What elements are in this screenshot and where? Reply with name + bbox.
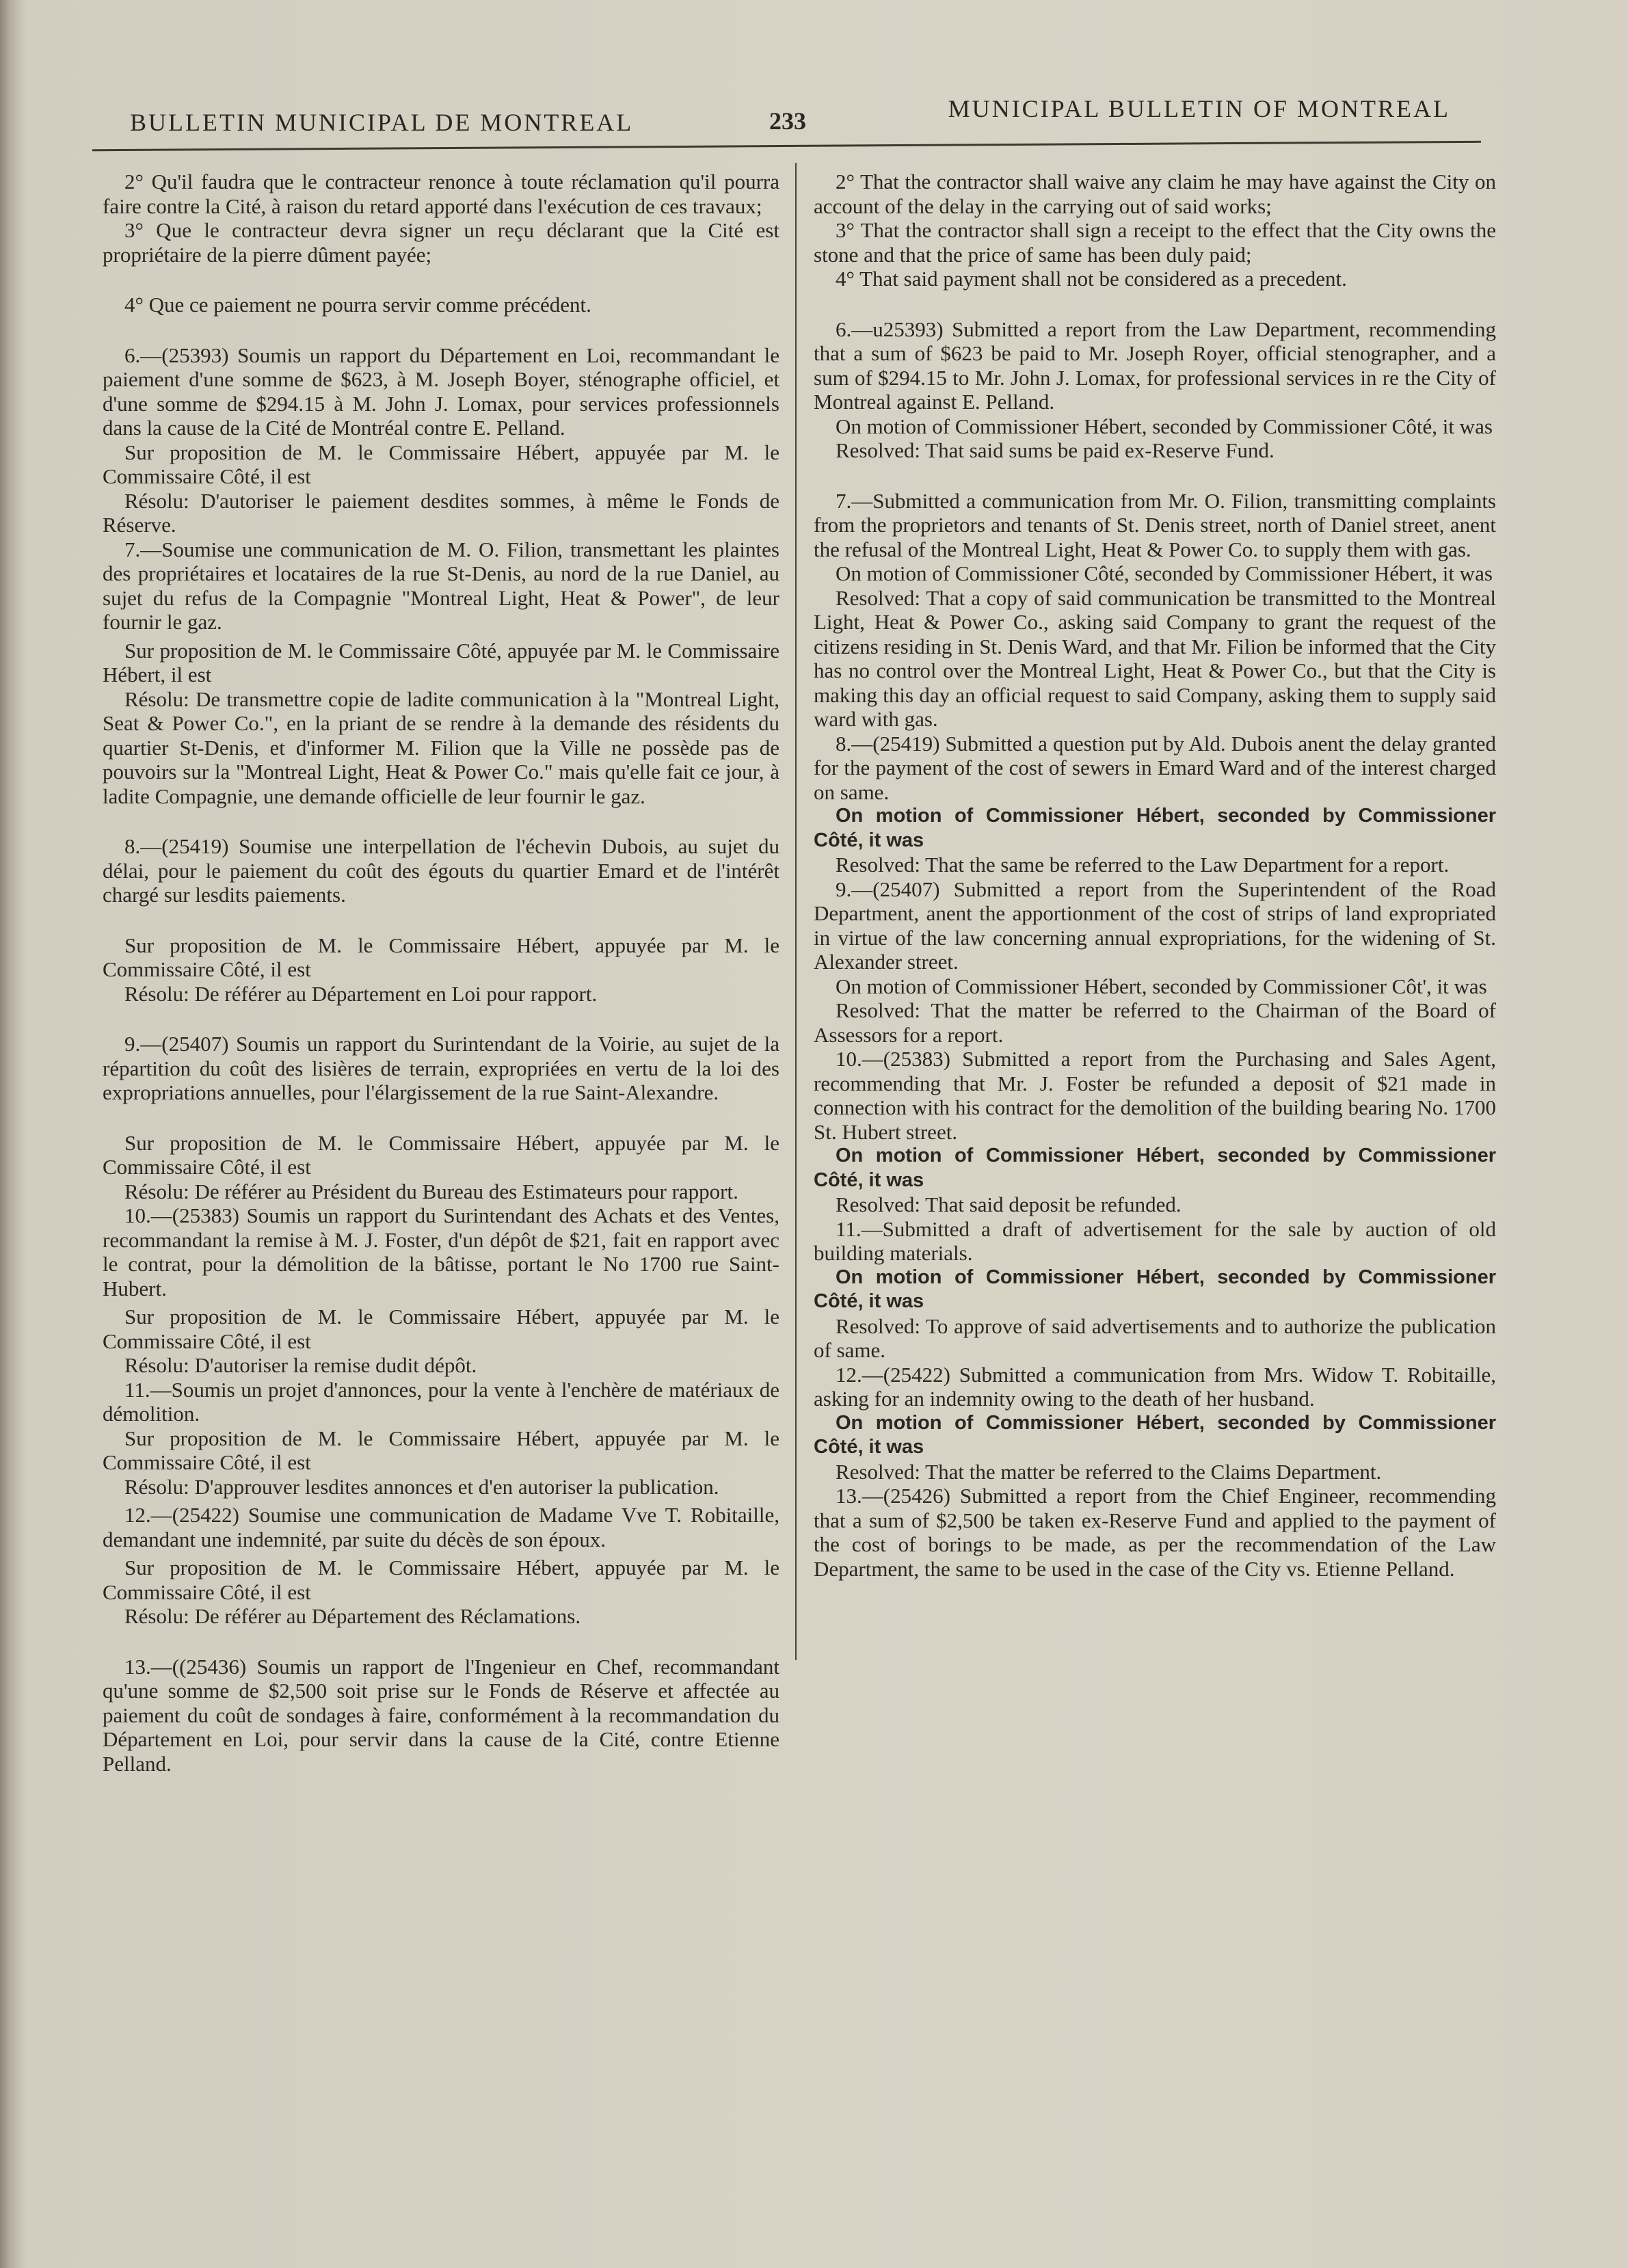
english-paragraph: On motion of Commissioner Côté, seconded by Commissioner Hébert, it was (836, 561, 1493, 585)
french-paragraph: 3° Que le contracteur devra signer un reçu déclarant que la Cité est propriétaire de la pierre dûment payée; (103, 218, 779, 267)
page-number: 233 (769, 107, 806, 135)
french-paragraph: Résolu: De référer au Président du Bureau des Estimateurs pour rapport. (124, 1179, 738, 1203)
french-paragraph: Résolu: D'approuver lesdites annonces et d'en autoriser la publication. (124, 1474, 719, 1499)
french-paragraph: 2° Qu'il faudra que le contracteur renonce à toute réclamation qu'il pourra faire contre la Cité, à raison du retard apporté dans l'exécution de ces travaux; (103, 170, 779, 218)
english-paragraph: 4° That said payment shall not be considered as a precedent. (836, 267, 1347, 291)
english-paragraph: Resolved: That the same be referred to the Law Department for a report. (836, 853, 1450, 877)
french-paragraph: Résolu: De référer au Département des Réclamations. (124, 1604, 581, 1628)
english-paragraph: On motion of Commissioner Hébert, seconded by Commissioner Côté, it was (814, 805, 1496, 851)
french-column (103, 170, 779, 1776)
english-paragraph: 3° That the contractor shall sign a receipt to the effect that the City owns the stone and that the price of same has been duly paid; (814, 218, 1496, 267)
french-paragraph: Sur proposition de M. le Commissaire Hébert, appuyée par M. le Commissaire Côté, il est (103, 1556, 779, 1604)
french-paragraph: 6.—(25393) Soumis un rapport du Département en Loi, recommandant le paiement d'une somme de $623, à M. Joseph Boyer, sténographe officiel, et d'une somme de $294.15 à M. John J. Lomax, pour services professionnels dans la cause de la Cité de Montréal contre E. Pelland. (103, 343, 779, 440)
page-header (130, 94, 1450, 142)
french-paragraph: Sur proposition de M. le Commissaire Côté, appuyée par M. le Commissaire Hébert, il est (103, 638, 779, 686)
english-paragraph: 12.—(25422) Submitted a communication from Mrs. Widow T. Robitaille, asking for an indemnity owing to the death of her husband. (814, 1362, 1496, 1411)
english-paragraph: Resolved: That the matter be referred to the Chairman of the Board of Assessors for a report. (814, 998, 1496, 1047)
english-paragraph: On motion of Commissioner Hébert, seconded by Commissioner Côté, it was (836, 414, 1493, 438)
english-paragraph: Resolved: That said sums be paid ex-Reserve Fund. (836, 438, 1275, 462)
french-paragraph: Résolu: D'autoriser la remise dudit dépôt. (124, 1353, 477, 1377)
english-paragraph: 7.—Submitted a communication from Mr. O. Filion, transmitting complaints from the proprietors and tenants of St. Denis street, north of Daniel street, anent the refusal of the Montreal Light, Heat & Power Co. to supply them with gas. (814, 488, 1496, 561)
french-paragraph: Résolu: D'autoriser le paiement desdites sommes, à même le Fonds de Réserve. (103, 488, 779, 537)
french-paragraph: Sur proposition de M. le Commissaire Hébert, appuyée par M. le Commissaire Côté, il est (103, 440, 779, 488)
english-paragraph: On motion of Commissioner Hébert, seconded by Commissioner Côté, it was (814, 1145, 1496, 1191)
english-paragraph: Resolved: That said deposit be refunded. (836, 1192, 1182, 1216)
english-paragraph: Resolved: That the matter be referred to the Claims Department. (836, 1459, 1382, 1484)
english-paragraph: On motion of Commissioner Hébert, seconded by Commissioner Côt', it was (836, 974, 1487, 998)
french-paragraph: 4° Que ce paiement ne pourra servir comme précédent. (124, 293, 591, 317)
french-paragraph: Sur proposition de M. le Commissaire Hébert, appuyée par M. le Commissaire Côté, il est (103, 1305, 779, 1353)
french-paragraph: Sur proposition de M. le Commissaire Hébert, appuyée par M. le Commissaire Côté, il est (103, 933, 779, 981)
french-paragraph: 13.—((25436) Soumis un rapport de l'Ingenieur en Chef, recommandant qu'une somme de $2,500 soit prise sur le Fonds de Réserve et affectée au paiement du coût de sondages à faire, conformément à la recommandation du Département en Loi, pour servir dans la cause de la Cité, contre Etienne Pelland. (103, 1654, 779, 1776)
english-paragraph: 2° That the contractor shall waive any claim he may have against the City on account of the delay in the carrying out of said works; (814, 170, 1496, 218)
french-paragraph: 10.—(25383) Soumis un rapport du Surintendant des Achats et des Ventes, recommandant la remise à M. J. Foster, d'un dépôt de $21, fait en rapport avec le contrat, pour la démolition de la bâtisse, portant le No 1700 rue Saint-Hubert. (103, 1203, 779, 1300)
french-paragraph: Sur proposition de M. le Commissaire Hébert, appuyée par M. le Commissaire Côté, il est (103, 1130, 779, 1179)
french-paragraph: Résolu: De référer au Département en Loi pour rapport. (124, 981, 598, 1006)
english-paragraph: 13.—(25426) Submitted a report from the Chief Engineer, recommending that a sum of $2,500 be taken ex-Reserve Fund and applied to the payment of the cost of borings to be made, as per the recommendation of the Law Department, the same to be used in the case of the City vs. Etienne Pelland. (814, 1484, 1496, 1581)
english-paragraph: Resolved: That a copy of said communication be transmitted to the Montreal Light, Heat & Power Co., asking said Company to grant the request of the citizens residing in St. Denis Ward, and that Mr. Filion be informed that the City has no control over the Montreal Light, Heat & Power Co., but that the City is making this day an official request to said Company, asking them to supply said ward with gas. (814, 585, 1496, 731)
english-paragraph: 6.—u25393) Submitted a report from the Law Department, recommending that a sum of $623 be paid to Mr. Joseph Royer, official stenographer, and a sum of $294.15 to Mr. John J. Lomax, for professional services in re the City of Montreal against E. Pelland. (814, 317, 1496, 414)
header-french-title: BULLETIN MUNICIPAL DE MONTREAL (130, 109, 634, 136)
french-paragraph: 7.—Soumise une communication de M. O. Filion, transmettant les plaintes des propriétaires et locataires de la rue St-Denis, au nord de la rue Daniel, au sujet du refus de la Compagnie "Montreal Light, Heat & Power", de leur fournir le gaz. (103, 537, 779, 634)
french-paragraph: 9.—(25407) Soumis un rapport du Surintendant de la Voirie, au sujet de la répartition du coût des lisières de terrain, expropriées en vertu de la loi des expropriations annuelles, pour l'élargissement de la rue Saint-Alexandre. (103, 1032, 779, 1104)
french-paragraph: 11.—Soumis un projet d'annonces, pour la vente à l'enchère de matériaux de démolition. (103, 1377, 779, 1426)
french-paragraph: Résolu: De transmettre copie de ladite communication à la "Montreal Light, Seat & Power Co.", en la priant de se rendre à la demande des résidents du quartier St-Denis, et d'informer M. Filion que la Ville ne possède pas de pouvoirs sur la "Montreal Light, Heat & Power Co." mais qu'elle fait ce jour, à ladite Compagnie, une demande officielle de leur fournir le gaz. (103, 686, 779, 808)
french-paragraph: Sur proposition de M. le Commissaire Hébert, appuyée par M. le Commissaire Côté, il est (103, 1426, 779, 1474)
english-paragraph: 9.—(25407) Submitted a report from the Superintendent of the Road Department, anent the apportionment of the cost of strips of land expropriated in virtue of the law concerning annual expropriations, for the widening of St. Alexander street. (814, 877, 1496, 974)
column-divider (795, 163, 797, 1660)
english-paragraph: 8.—(25419) Submitted a question put by Ald. Dubois anent the delay granted for the payment of the cost of sewers in Emard Ward and of the interest charged on same. (814, 731, 1496, 804)
english-column (814, 170, 1496, 1581)
english-paragraph: On motion of Commissioner Hébert, seconded by Commissioner Côté, it was (814, 1411, 1496, 1458)
header-english-title: MUNICIPAL BULLETIN OF MONTREAL (948, 95, 1450, 122)
english-paragraph: 11.—Submitted a draft of advertisement for the sale by auction of old building materials. (814, 1216, 1496, 1265)
french-paragraph: 12.—(25422) Soumise une communication de Madame Vve T. Robitaille, demandant une indemnité, par suite du décès de son époux. (103, 1503, 779, 1551)
french-paragraph: 8.—(25419) Soumise une interpellation de l'échevin Dubois, au sujet du délai, pour le paiement du coût des égouts du quartier Emard et de l'intérêt chargé sur lesdits paiements. (103, 834, 779, 907)
english-paragraph: Resolved: To approve of said advertisements and to authorize the publication of same. (814, 1313, 1496, 1362)
english-paragraph: On motion of Commissioner Hébert, seconded by Commissioner Côté, it was (814, 1266, 1496, 1312)
english-paragraph: 10.—(25383) Submitted a report from the Purchasing and Sales Agent, recommending that Mr. J. Foster be refunded a deposit of $21 made in connection with his contract for the demolition of the building bearing No. 1700 St. Hubert street. (814, 1047, 1496, 1144)
header-rule (92, 141, 1481, 151)
